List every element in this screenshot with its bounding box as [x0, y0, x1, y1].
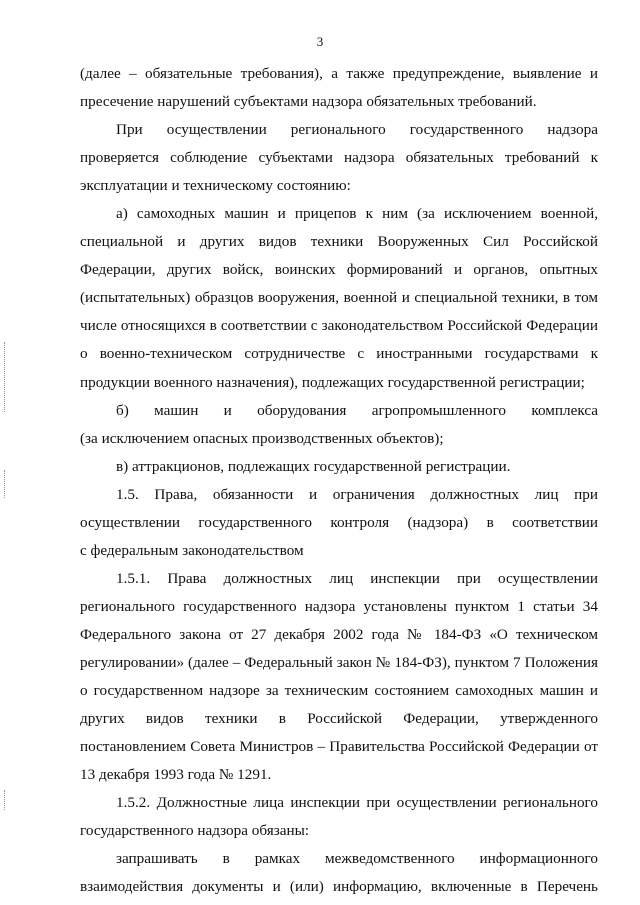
text-line: продукции военного назначения), подлежащих государственной регистрации;: [80, 373, 585, 391]
text-line: взаимодействия документы и (или) информацию, включенные в Перечень: [80, 878, 598, 896]
text-line: 1.5.2. Должностные лица инспекции при осуществлении регионального: [116, 794, 598, 812]
text-line: (далее – обязательные требования), а также предупреждение, выявление и: [80, 65, 598, 82]
text-line: Федерального закона от 27 декабря 2002 года № 184-ФЗ «О техническом: [80, 625, 598, 643]
text-line: 13 декабря 1993 года № 1291.: [80, 766, 272, 784]
text-line: регионального государственного надзора установлены пунктом 1 статьи 34: [80, 597, 598, 615]
text-line: постановлением Совета Министров – Правительства Российской Федерации от: [80, 738, 598, 756]
text-line: государственного надзора обязаны:: [80, 822, 309, 840]
text-line: других видов техники в Российской Федерации, утвержденного: [80, 710, 598, 728]
text-line: специальной и других видов техники Вооруженных Сил Российской: [80, 233, 598, 251]
page-number: 3: [316, 34, 324, 49]
text-line: о государственном надзоре за техническим состоянием самоходных машин и: [80, 682, 598, 700]
margin-marks-middle: [4, 470, 7, 498]
text-line: с федеральным законодательством: [80, 541, 304, 559]
text-line: эксплуатации и техническому состоянию:: [80, 177, 351, 195]
text-line: осуществлении государственного контроля (надзора) в соответствии: [80, 513, 598, 531]
text-line: 1.5.1. Права должностных лиц инспекции при осуществлении: [116, 569, 598, 587]
text-line: регулировании» (далее – Федеральный закон № 184-ФЗ), пунктом 7 Положения: [80, 653, 598, 671]
text-line: При осуществлении регионального государственного надзора: [116, 121, 598, 139]
margin-marks-lower: [4, 790, 7, 810]
text-line: 1.5. Права, обязанности и ограничения должностных лиц при: [116, 485, 598, 503]
text-line: (испытательных) образцов вооружения, военной и специальной техники, в том: [80, 289, 598, 307]
document-body: [80, 60, 598, 901]
text-line: проверяется соблюдение субъектами надзора обязательных требований к: [80, 149, 598, 167]
text-line: Федерации, других войск, воинских формирований и органов, опытных: [80, 261, 598, 279]
text-line: б) машин и оборудования агропромышленного комплекса: [116, 401, 598, 419]
text-line: запрашивать в рамках межведомственного информационного: [116, 850, 598, 868]
text-line: пресечение нарушений субъектами надзора обязательных требований.: [80, 93, 537, 111]
margin-marks-top: [4, 342, 7, 412]
text-line: о военно-техническом сотрудничестве с иностранными государствами к: [80, 345, 598, 363]
text-line: а) самоходных машин и прицепов к ним (за исключением военной,: [116, 205, 598, 223]
text-line: (за исключением опасных производственных объектов);: [80, 429, 444, 447]
text-line: в) аттракционов, подлежащих государственной регистрации.: [116, 457, 511, 475]
text-line: числе относящихся в соответствии с законодательством Российской Федерации: [80, 317, 598, 335]
